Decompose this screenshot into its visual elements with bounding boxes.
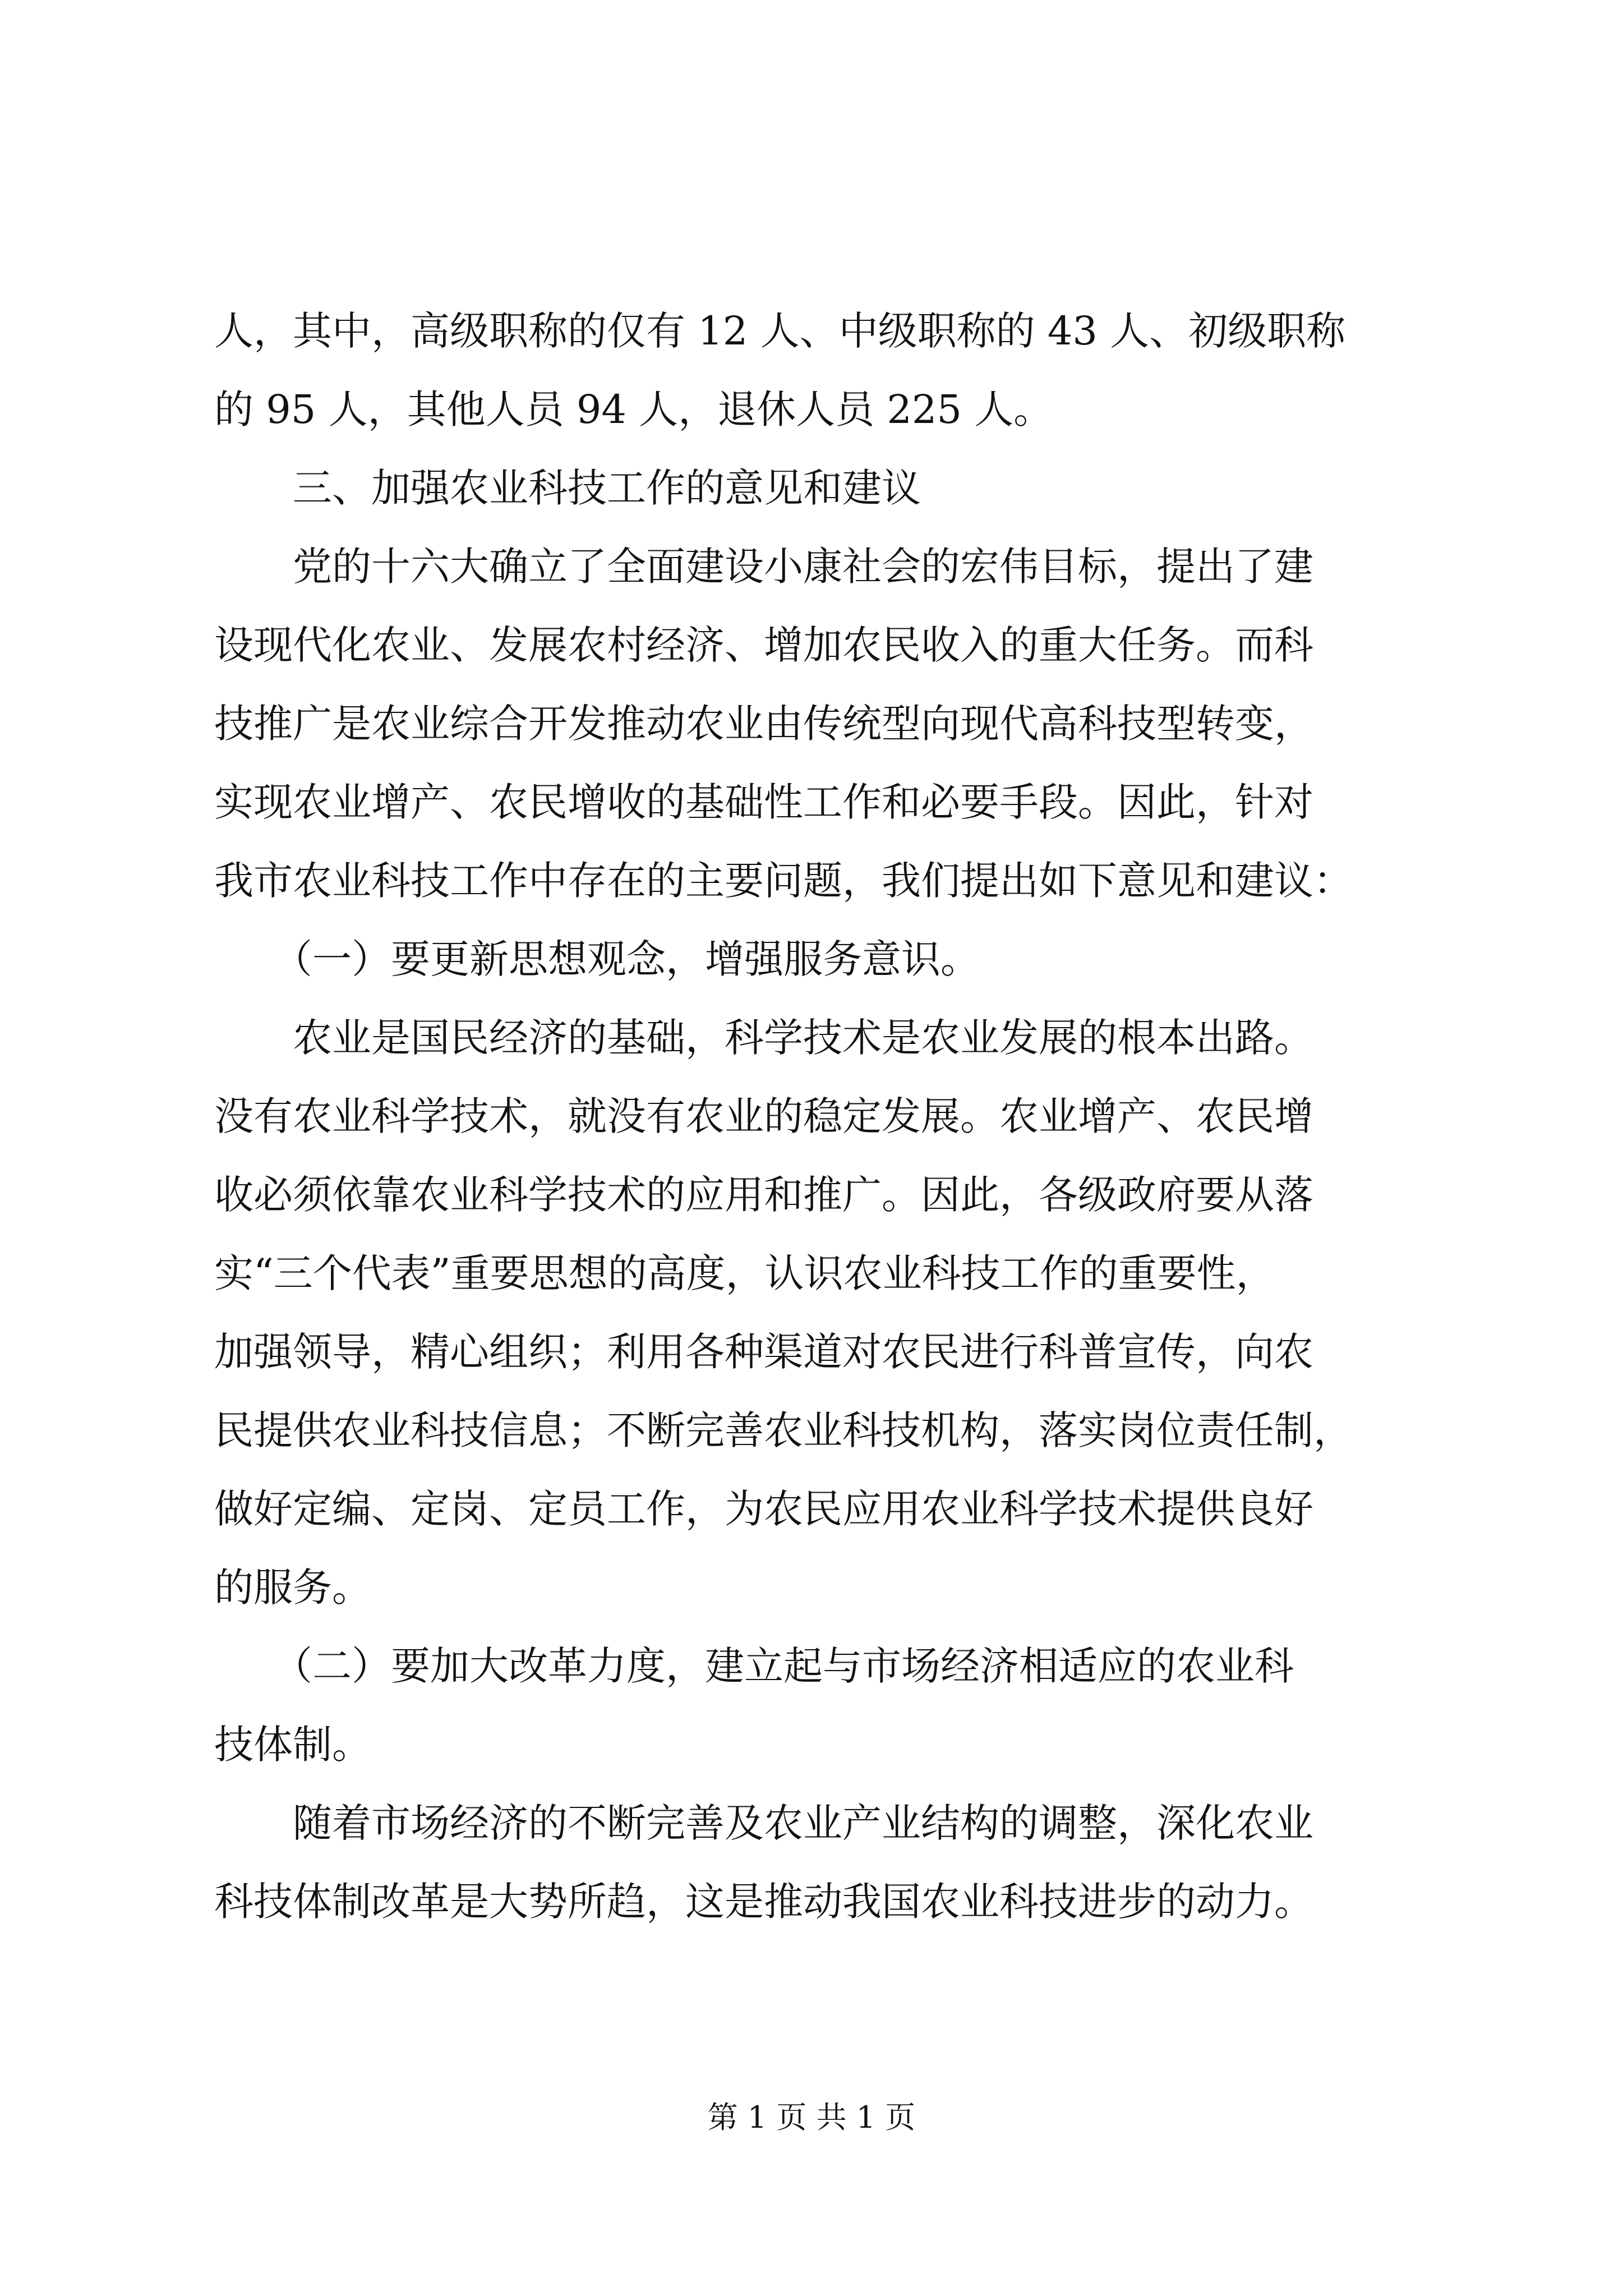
section-heading: 三、加强农业科技工作的意见和建议 [214,465,921,511]
body-line: 实现农业增产、农民增收的基础性工作和必要手段。因此，针对 [214,779,1313,825]
body-line: 没有农业科学技术，就没有农业的稳定发展。农业增产、农民增 [214,1093,1313,1139]
body-line: 技推广是农业综合开发推动农业由传统型向现代高科技型转变， [214,701,1313,747]
document-body [214,292,1420,1941]
body-line: 党的十六大确立了全面建设小康社会的宏伟目标，提出了建 [214,544,1313,590]
body-line: 收必须依靠农业科学技术的应用和推广。因此，各级政府要从落 [214,1172,1313,1218]
subsection-heading: （一）要更新思想观念，增强服务意识。 [214,936,980,982]
body-line: 民提供农业科技信息；不断完善农业科技机构，落实岗位责任制， [214,1407,1353,1453]
body-line: 随着市场经济的不断完善及农业产业结构的调整，深化农业 [214,1800,1313,1846]
body-line: 的服务。 [214,1565,371,1611]
body-line: 做好定编、定岗、定员工作，为农民应用农业科学技术提供良好 [214,1486,1313,1532]
page-footer: 第 1 页 共 1 页 [707,2100,916,2135]
body-line: 加强领导，精心组织；利用各种渠道对农民进行科普宣传，向农 [214,1329,1313,1375]
body-line: 人，其中，高级职称的仅有 12 人、中级职称的 43 人、初级职称 [214,308,1346,354]
body-line: 科技体制改革是大势所趋，这是推动我国农业科技进步的动力。 [214,1879,1313,1925]
body-line: 实“三个代表”重要思想的高度，认识农业科技工作的重要性， [214,1250,1275,1296]
body-line: 的 95 人，其他人员 94 人，退休人员 225 人。 [214,386,1053,432]
body-line: 技体制。 [214,1722,371,1768]
body-line: 设现代化农业、发展农村经济、增加农民收入的重大任务。而科 [214,622,1313,668]
subsection-heading: （二）要加大改革力度，建立起与市场经济相适应的农业科 [214,1643,1294,1689]
body-line: 我市农业科技工作中存在的主要问题，我们提出如下意见和建议： [214,858,1353,904]
body-line: 农业是国民经济的基础，科学技术是农业发展的根本出路。 [214,1015,1313,1061]
